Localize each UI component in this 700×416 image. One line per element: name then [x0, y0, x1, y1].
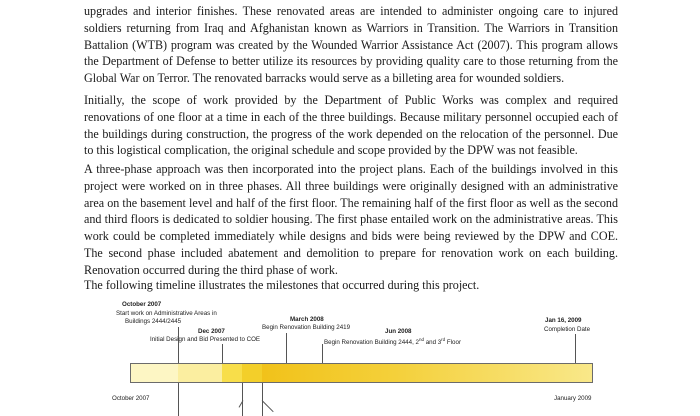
para3-line: areas. This work could be completed immediately while designs and bids were being reviewed by the DPW	[84, 212, 618, 244]
timeline-start-label: October 2007	[112, 395, 150, 402]
connector-dec-2007	[222, 344, 223, 363]
para3-line: area on the basement level and half of the first floor. The remaining half of the first floor as well as the	[84, 195, 582, 210]
milestone-desc-part: Floor	[445, 339, 462, 347]
para3-line: second and third floors is dedicated to soldier housing. The first phase entailed work on the administrative	[84, 195, 619, 227]
connector-jun-2008	[322, 344, 323, 363]
para3-line: and COE. The second phase included abatement and demolition to prepare for renovation work on each	[84, 229, 618, 260]
lower-connector-1	[178, 383, 179, 416]
para1-line: upgrades and interior finishes. These renovated areas are intended to administer ongoing care to injured	[84, 4, 618, 18]
connector-jan-2009	[575, 334, 576, 363]
milestone-date: Jun 2008	[385, 328, 412, 335]
paragraph-4	[84, 277, 618, 294]
milestone-desc-sup: rd	[441, 337, 446, 342]
milestone-desc: Initial Design and Bid Presented to COE	[150, 336, 261, 343]
milestone-desc: Begin Renovation Building 2419	[262, 324, 351, 331]
para1-line: soldiers returning from Iraq and Afghanistan known as Warriors in Transition. The Warriors in Transition	[84, 20, 618, 35]
para1-line: Battalion (WTB) program was created by the Wounded Warrior Assistance Act (2007). This program	[84, 37, 583, 52]
milestone-date: October 2007	[122, 301, 162, 308]
connector-oct-2007	[178, 327, 179, 363]
timeline-bar	[130, 363, 593, 383]
para2-line: Due to this logistical complication, the original schedule and scope provided by the DPW was not feasible.	[84, 126, 618, 158]
paragraph-2	[84, 92, 618, 159]
milestone-desc-sup: nd	[418, 337, 424, 342]
milestone-desc	[324, 336, 461, 347]
para2-line: of the buildings during construction, the progress of the work depended on the relocation of the personnel.	[84, 109, 618, 141]
paragraph-3	[84, 161, 618, 279]
paragraph-1	[84, 3, 618, 87]
para1-line: allows the Department of Defense to better utilize its resources by providing quality care to those returning	[84, 37, 618, 69]
milestone-date: Dec 2007	[198, 328, 225, 335]
para3-line: building. Renovation occurred during the third phase of work.	[84, 245, 618, 277]
para3-line: project were worked on in three phases. All three buildings were originally designed with an administrative	[84, 178, 618, 193]
lower-diagonal-2	[262, 400, 274, 412]
milestone-desc: Start work on Administrative Areas in	[116, 310, 217, 317]
milestone-desc-part: Begin Renovation Building 2444, 2	[324, 339, 419, 347]
timeline-end-label: January 2009	[554, 395, 592, 402]
para1-line: from the Global War on Terror. The renovated barracks would serve as a billeting area for wounded soldiers.	[84, 54, 618, 86]
milestone-desc: Buildings 2444/2445	[125, 318, 182, 325]
para2-line: Initially, the scope of work provided by the Department of Public Works was complex and required	[84, 93, 618, 107]
para3-line: A three-phase approach was then incorporated into the project plans. Each of the buildings involved in this	[84, 162, 618, 176]
para2-line: renovations of one floor at a time in each of the three buildings. Because military personnel occupied each	[84, 109, 605, 124]
milestone-desc: Completion Date	[544, 326, 591, 333]
connector-mar-2008	[286, 333, 287, 363]
milestone-date: March 2008	[290, 316, 324, 323]
para4-line: The following timeline illustrates the milestones that occurred during this project.	[84, 278, 480, 292]
milestone-date: Jan 16, 2009	[545, 317, 582, 324]
milestone-desc-part: and 3	[423, 339, 442, 347]
